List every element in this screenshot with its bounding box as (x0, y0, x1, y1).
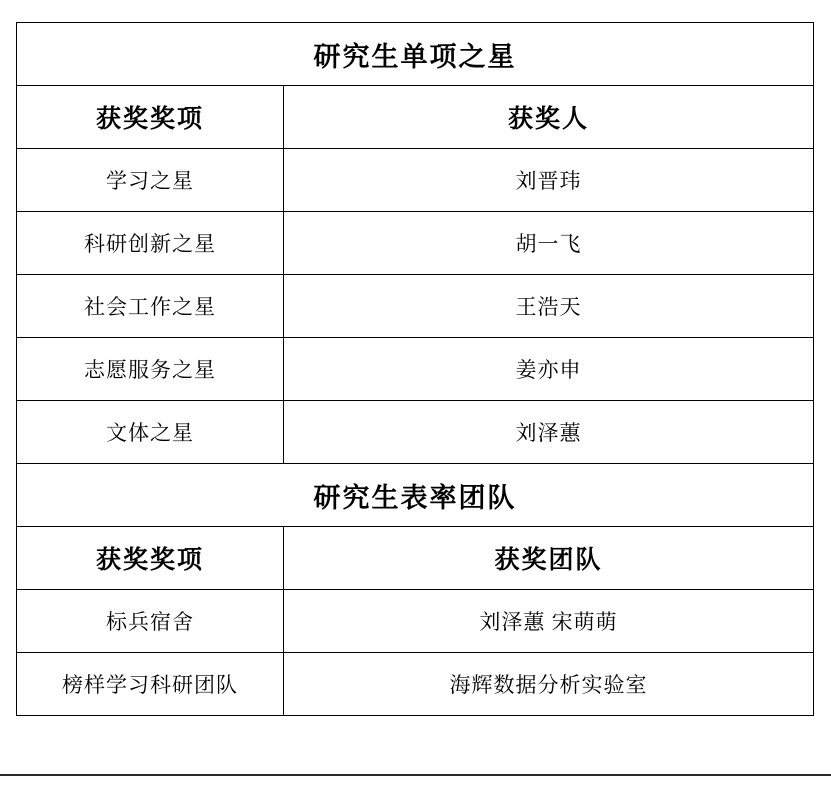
award-name: 志愿服务之星 (17, 338, 284, 401)
column-header-row (17, 86, 814, 149)
column-header-award-2: 获奖奖项 (17, 527, 284, 590)
award-recipient: 刘泽蕙 (284, 401, 814, 464)
column-header-team-2: 获奖团队 (284, 527, 814, 590)
table-row (17, 212, 814, 275)
award-name: 标兵宿舍 (17, 590, 284, 653)
section-title-row (17, 23, 814, 86)
table-row (17, 401, 814, 464)
award-recipient: 姜亦申 (284, 338, 814, 401)
award-recipient: 王浩天 (284, 275, 814, 338)
award-table-body (17, 23, 814, 716)
award-name: 学习之星 (17, 149, 284, 212)
award-name: 科研创新之星 (17, 212, 284, 275)
award-team: 刘泽蕙 宋萌萌 (284, 590, 814, 653)
table-row (17, 590, 814, 653)
table-row (17, 338, 814, 401)
section-title-2: 研究生表率团队 (17, 464, 814, 527)
section-title-row (17, 464, 814, 527)
award-name: 社会工作之星 (17, 275, 284, 338)
table-row (17, 653, 814, 716)
award-table (16, 22, 814, 716)
section-title-1: 研究生单项之星 (17, 23, 814, 86)
table-row (17, 149, 814, 212)
award-team: 海辉数据分析实验室 (284, 653, 814, 716)
table-row (17, 275, 814, 338)
column-header-recipient-1: 获奖人 (284, 86, 814, 149)
award-recipient: 胡一飞 (284, 212, 814, 275)
award-recipient: 刘晋玮 (284, 149, 814, 212)
column-header-row (17, 527, 814, 590)
column-header-award-1: 获奖奖项 (17, 86, 284, 149)
award-name: 文体之星 (17, 401, 284, 464)
page-bottom-divider (0, 774, 831, 776)
award-name: 榜样学习科研团队 (17, 653, 284, 716)
